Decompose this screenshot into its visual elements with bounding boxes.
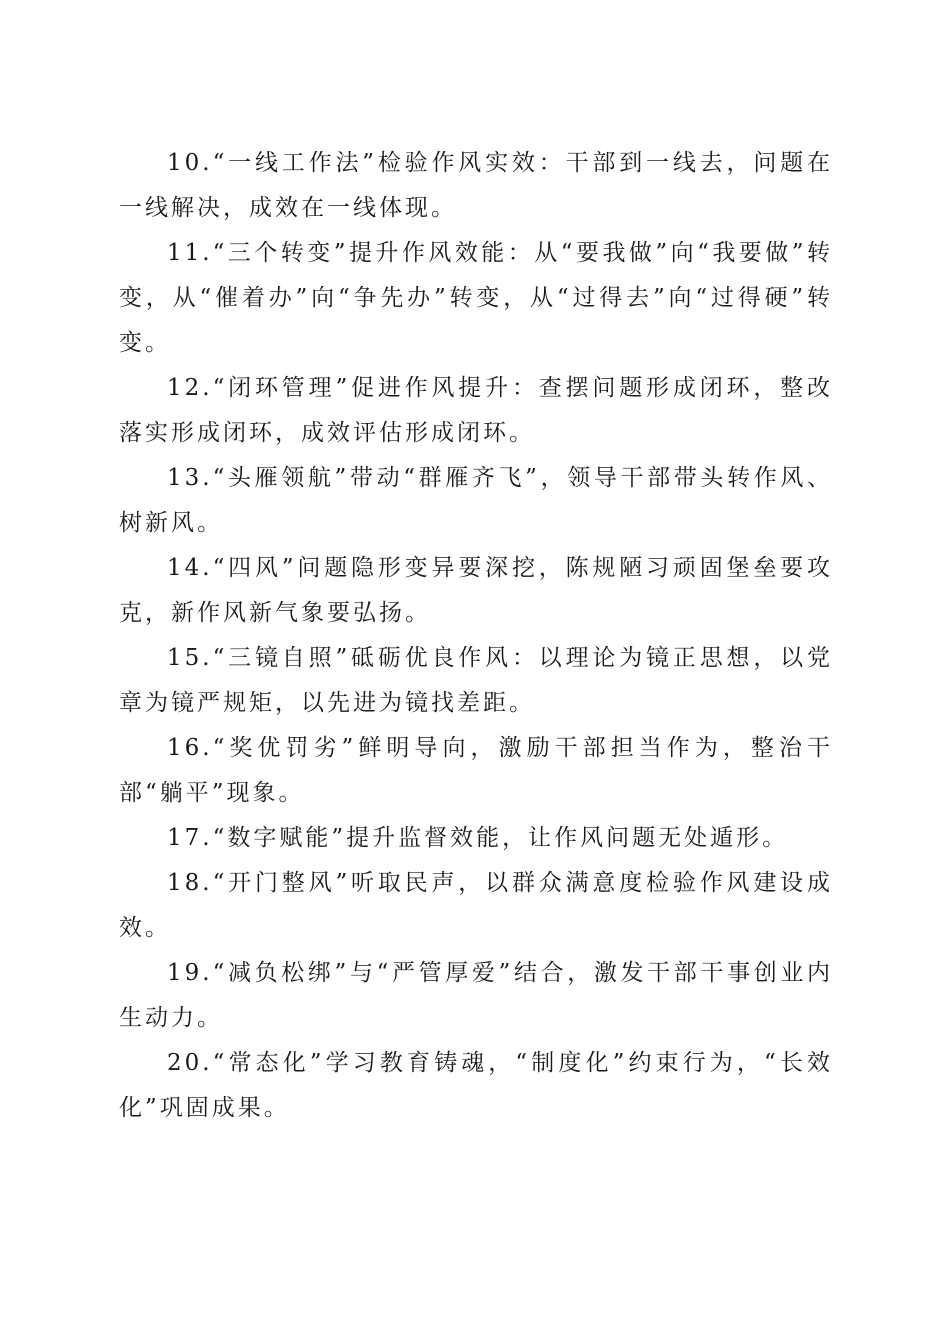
paragraph-18: 18.“开门整风”听取民声，以群众满意度检验作风建设成效。	[119, 870, 833, 941]
document-body	[119, 141, 833, 1131]
paragraph-13: 13.“头雁领航”带动“群雁齐飞”，领导干部带头转作风、树新风。	[119, 465, 833, 536]
paragraph-20: 20.“常态化”学习教育铸魂，“制度化”约束行为，“长效化”巩固成果。	[119, 1050, 833, 1121]
paragraph-11: 11.“三个转变”提升作风效能：从“要我做”向“我要做”转变，从“催着办”向“争先办”转变，从“过得去”向“过得硬”转变。	[119, 240, 833, 356]
paragraph-12: 12.“闭环管理”促进作风提升：查摆问题形成闭环，整改落实形成闭环，成效评估形成闭环。	[119, 375, 833, 446]
paragraph-19: 19.“减负松绑”与“严管厚爱”结合，激发干部干事创业内生动力。	[119, 960, 833, 1031]
paragraph-14: 14.“四风”问题隐形变异要深挖，陈规陋习顽固堡垒要攻克，新作风新气象要弘扬。	[119, 555, 833, 626]
paragraph-10: 10.“一线工作法”检验作风实效：干部到一线去，问题在一线解决，成效在一线体现。	[119, 150, 833, 221]
paragraph-16: 16.“奖优罚劣”鲜明导向，激励干部担当作为，整治干部“躺平”现象。	[119, 735, 833, 806]
paragraph-15: 15.“三镜自照”砥砺优良作风：以理论为镜正思想，以党章为镜严规矩，以先进为镜找差距。	[119, 645, 833, 716]
paragraph-17: 17.“数字赋能”提升监督效能，让作风问题无处遁形。	[167, 825, 789, 851]
